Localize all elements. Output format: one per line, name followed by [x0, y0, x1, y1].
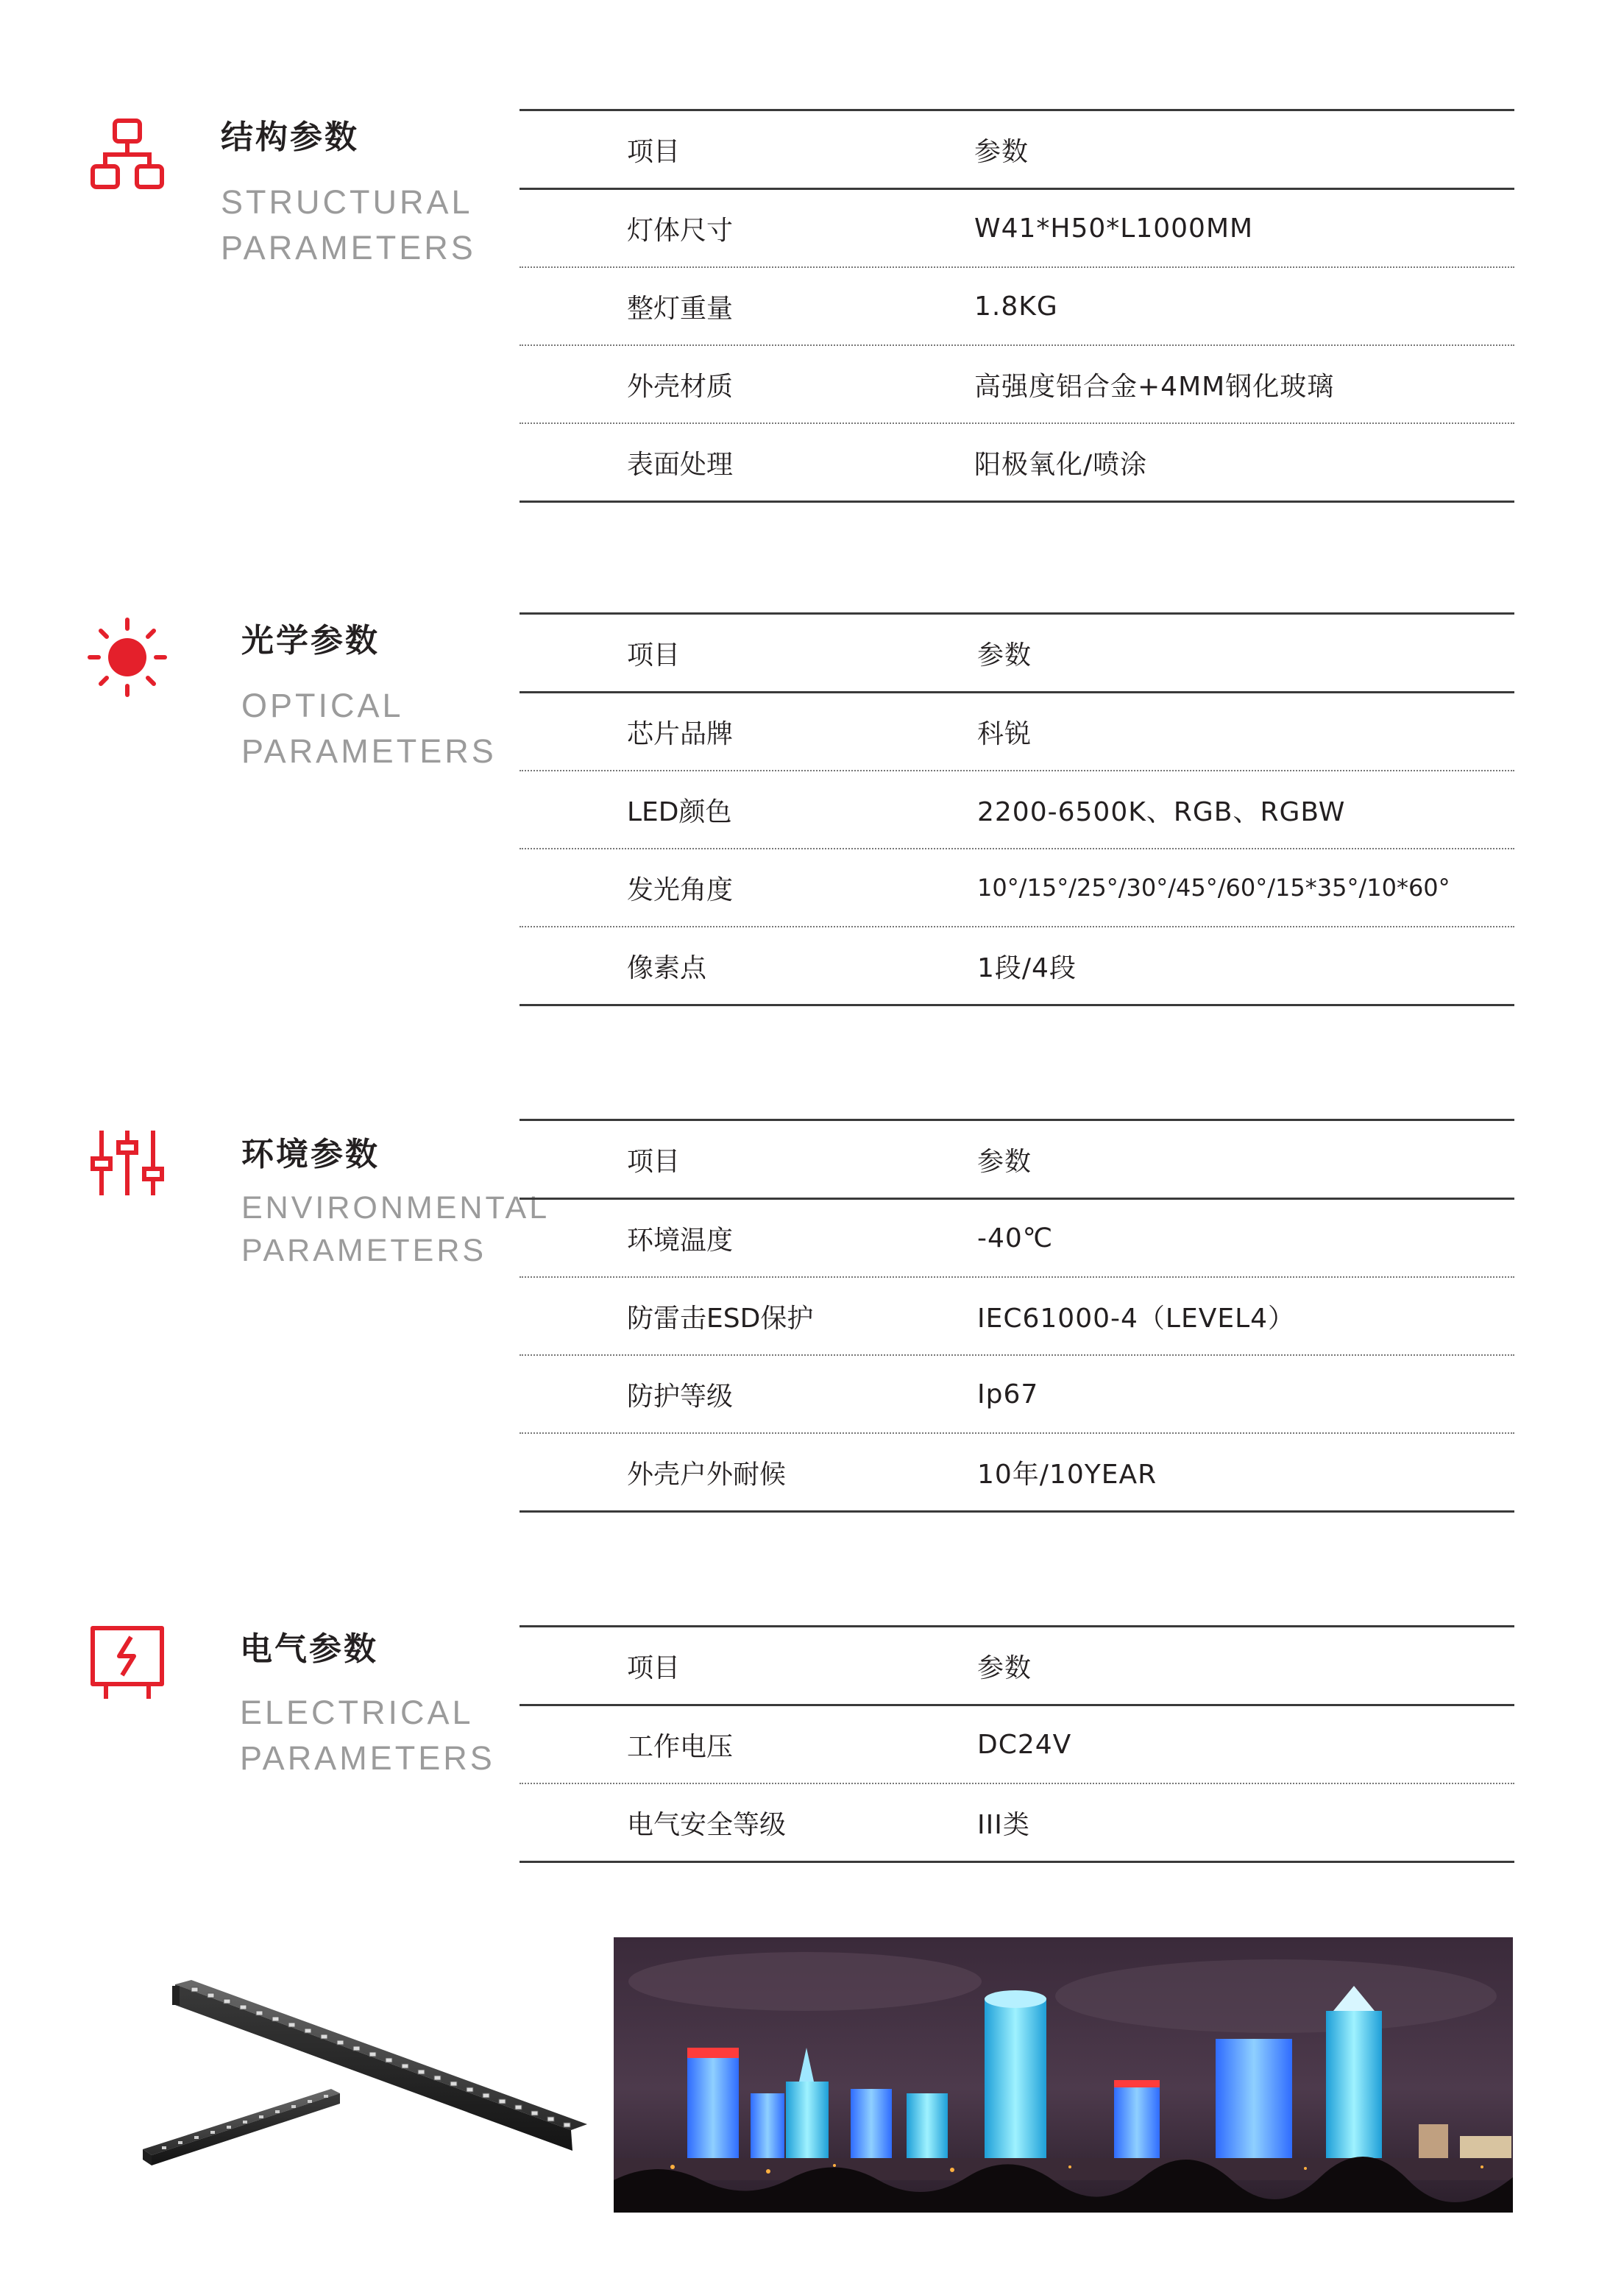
row-value: 科锐: [977, 718, 1032, 749]
header-param: 参数: [977, 1146, 1032, 1177]
table-row: [520, 1200, 1514, 1276]
header-param: 参数: [977, 1652, 1032, 1683]
section-title-cn: 电气参数: [240, 1630, 378, 1668]
section-title-cn: 环境参数: [241, 1136, 380, 1173]
row-value: IEC61000-4（LEVEL4）: [977, 1303, 1296, 1334]
title-en-line-1: STRUCTURAL: [221, 183, 473, 221]
network-hierarchy-icon: [90, 118, 165, 194]
header-item: 项目: [627, 640, 681, 671]
row-label: 整灯重量: [627, 293, 734, 324]
row-label: 外壳户外耐候: [627, 1459, 787, 1490]
row-value: Ip67: [977, 1379, 1039, 1410]
table-row: [520, 1432, 1514, 1510]
parameter-table: [520, 612, 1514, 1006]
electric-panel-icon: [90, 1624, 165, 1705]
row-label: 防雷击ESD保护: [627, 1303, 814, 1334]
table-header-row: [520, 1627, 1514, 1706]
row-label: 芯片品牌: [627, 718, 734, 749]
section-title-cn: 光学参数: [241, 622, 380, 659]
table-header-row: [520, 111, 1514, 190]
title-en-line-1: ENVIRONMENTAL: [241, 1190, 550, 1226]
section-title-en: [241, 683, 497, 774]
section-title-en: [240, 1690, 495, 1781]
row-label: LED颜色: [627, 796, 732, 827]
section-title-en: [221, 180, 476, 271]
row-label: 防护等级: [627, 1381, 734, 1412]
table-row: [520, 770, 1514, 848]
table-row: [520, 1276, 1514, 1354]
header-item: 项目: [627, 1146, 681, 1177]
title-en-line-1: ELECTRICAL: [240, 1694, 474, 1731]
header-param: 参数: [977, 640, 1032, 671]
section-title-cn: 结构参数: [221, 119, 359, 156]
parameter-table: [520, 1625, 1514, 1863]
title-en-line-2: PARAMETERS: [240, 1739, 495, 1777]
row-label: 发光角度: [627, 874, 734, 905]
title-en-line-2: PARAMETERS: [221, 229, 476, 266]
row-label: 工作电压: [627, 1731, 734, 1762]
section-title-en: [241, 1187, 550, 1272]
title-en-line-2: PARAMETERS: [241, 732, 497, 770]
row-value: 10年/10YEAR: [977, 1459, 1157, 1490]
row-value: III类: [977, 1809, 1030, 1840]
row-label: 环境温度: [627, 1225, 734, 1256]
row-value: W41*H50*L1000MM: [974, 213, 1254, 244]
table-row: [520, 266, 1514, 344]
product-image: [132, 1958, 603, 2193]
table-row: [520, 1783, 1514, 1861]
table-row: [520, 1706, 1514, 1783]
table-row: [520, 848, 1514, 926]
city-night-skyline-image: [614, 1937, 1513, 2213]
row-value: 2200-6500K、RGB、RGBW: [977, 796, 1346, 827]
row-label: 电气安全等级: [627, 1809, 787, 1840]
row-value: DC24V: [977, 1729, 1072, 1760]
row-label: 表面处理: [627, 449, 734, 480]
row-label: 外壳材质: [627, 371, 734, 402]
table-row: [520, 422, 1514, 501]
row-value: 10°/15°/25°/30°/45°/60°/15*35°/10*60°: [977, 874, 1450, 902]
table-row: [520, 926, 1514, 1004]
row-value: 1.8KG: [974, 291, 1058, 322]
sun-icon: [87, 617, 168, 701]
row-value: 1段/4段: [977, 952, 1077, 983]
table-row: [520, 344, 1514, 422]
table-row: [520, 693, 1514, 770]
table-header-row: [520, 615, 1514, 693]
sliders-icon: [87, 1126, 168, 1203]
table-header-row: [520, 1121, 1514, 1200]
title-en-line-1: OPTICAL: [241, 687, 404, 724]
title-en-line-2: PARAMETERS: [241, 1233, 487, 1268]
parameter-table: [520, 109, 1514, 503]
header-item: 项目: [627, 1652, 681, 1683]
header-item: 项目: [627, 136, 681, 167]
table-row: [520, 1354, 1514, 1432]
row-value: 高强度铝合金+4MM钢化玻璃: [974, 371, 1335, 402]
row-value: -40℃: [977, 1223, 1054, 1253]
row-label: 灯体尺寸: [627, 215, 734, 246]
row-label: 像素点: [627, 952, 707, 983]
table-row: [520, 190, 1514, 266]
row-value: 阳极氧化/喷涂: [974, 449, 1148, 480]
parameter-table: [520, 1119, 1514, 1513]
header-param: 参数: [974, 136, 1029, 167]
